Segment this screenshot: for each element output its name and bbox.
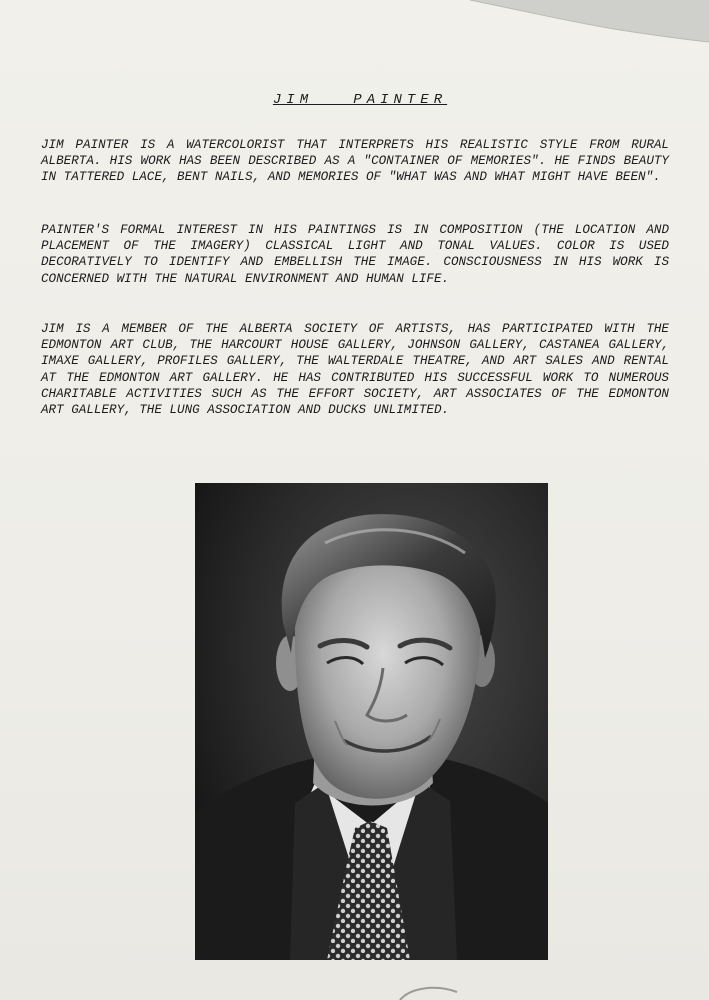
artist-portrait-photo <box>195 483 548 960</box>
bio-paragraph: JIM IS A MEMBER OF THE ALBERTA SOCIETY OF ARTISTS, HAS PARTICIPATED WITH THE EDMONTON ART CLUB, THE HARCOURT HOUSE GALLERY, JOHNSON GALLERY, CASTANEA GALLERY, IMAXE GALLERY, PROFILES GALLERY, THE WALTERDALE THEATRE, AND ART SALES AND RENTAL AT THE EDMONTON ART GALLERY. HE HAS CONTRIBUTED HIS SUCCESSFUL WORK TO NUMEROUS CHARITABLE ACTIVITIES SUCH AS THE EFFORT SOCIETY, ART ASSOCIATES OF THE EDMONTON ART GALLERY, THE LUNG ASSOCIATION AND DUCKS UNLIMITED. <box>41 322 669 418</box>
page-title: JIM PAINTER <box>272 92 448 108</box>
paper-clip-mark <box>395 982 465 1000</box>
bio-paragraph: PAINTER'S FORMAL INTEREST IN HIS PAINTINGS IS IN COMPOSITION (THE LOCATION AND PLACEMENT OF THE IMAGERY) CLASSICAL LIGHT AND TONAL VALUES. COLOR IS USED DECORATIVELY TO IDENTIFY AND EMBELLISH THE IMAGE. CONSCIOUSNESS IN HIS WORK IS CONCERNED WITH THE NATURAL ENVIRONMENT AND HUMAN LIFE. <box>41 223 669 286</box>
bio-paragraph: JIM PAINTER IS A WATERCOLORIST THAT INTERPRETS HIS REALISTIC STYLE FROM RURAL ALBERTA. HIS WORK HAS BEEN DESCRIBED AS A "CONTAINER OF MEMORIES". HE FINDS BEAUTY IN TATTERED LACE, BENT NAILS, AND MEMORIES OF "WHAT WAS AND WHAT MIGHT HAVE BEEN". <box>41 138 669 185</box>
page-curl-shadow <box>0 0 709 60</box>
